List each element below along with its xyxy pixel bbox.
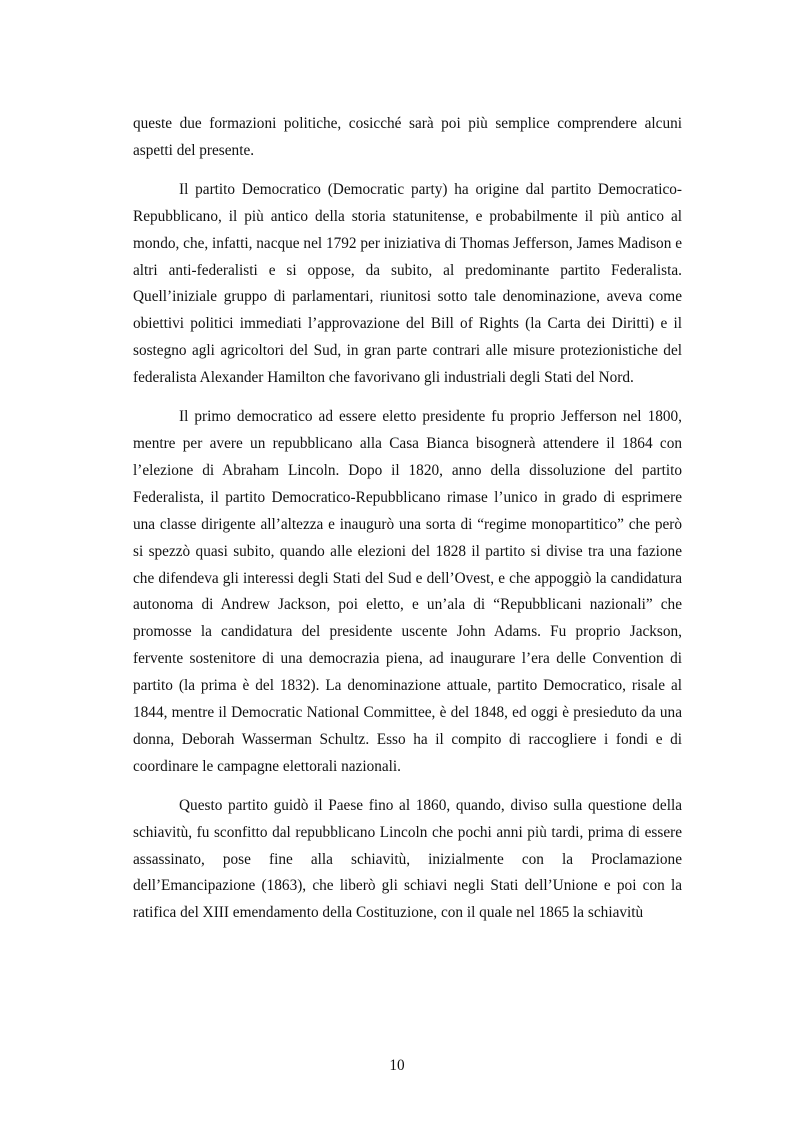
page-number: 10: [389, 1057, 405, 1074]
paragraph-continued: queste due formazioni politiche, cosicché sarà poi più semplice comprendere alcuni aspetti del presente.: [133, 115, 682, 159]
paragraph-jefferson-jackson: Il primo democratico ad essere eletto presidente fu proprio Jefferson nel 1800, mentre per avere un repubblicano alla Casa Bianca bisognerà attendere il 1864 con l’elezione di Abraham Lincoln. Dopo il 1820, anno della dissoluzione del partito Federalista, il partito Democratico-Repubblicano rimase l’unico in grado di esprimere una classe dirigente all’altezza e inaugurò una sorta di “regime monopartitico” che però si spezzò quasi subito, quando alle elezioni del 1828 il partito si divise tra una fazione che difendeva gli interessi degli Stati del Sud e dell’Ovest, e che appoggiò la candidatura autonoma di Andrew Jackson, poi eletto, e un’ala di “Repubblicani nazionali” che promosse la candidatura del presidente uscente John Adams. Fu proprio Jackson, fervente sostenitore di una democrazia piena, ad inaugurare l’era delle Convention di partito (la prima è del 1832). La denominazione attuale, partito Democratico, risale al 1844, mentre il Democratic National Committee, è del 1848, ed oggi è presieduto da una donna, Deborah Wasserman Schultz. Esso ha il compito di raccogliere i fondi e di coordinare le campagne elettorali nazionali.: [133, 408, 682, 775]
paragraph-democratic-origins: Il partito Democratico (Democratic party) ha origine dal partito Democratico-Repubblicano, il più antico della storia statunitense, e probabilmente il più antico al mondo, che, infatti, nacque nel 1792 per iniziativa di Thomas Jefferson, James Madison e altri anti-federalisti e si oppose, da subito, al predominante partito Federalista. Quell’iniziale gruppo di parlamentari, riunitosi sotto tale denominazione, aveva come obiettivi politici immediati l’approvazione del Bill of Rights (la Carta dei Diritti) e il sostegno agli agricoltori del Sud, in gran parte contrari alle misure protezionistiche del federalista Alexander Hamilton che favorivano gli industriali degli Stati del Nord.: [133, 180, 682, 387]
paragraph-slavery: Questo partito guidò il Paese fino al 1860, quando, diviso sulla questione della schiavitù, fu sconfitto dal repubblicano Lincoln che pochi anni più tardi, prima di essere assassinato, pose fine alla schiavitù, inizialmente con la Proclamazione dell’Emancipazione (1863), che liberò gli schiavi negli Stati dell’Unione e poi con la ratifica del XIII emendamento della Costituzione, con il quale nel 1865 la schiavitù: [133, 796, 682, 922]
body-text: [133, 111, 682, 939]
